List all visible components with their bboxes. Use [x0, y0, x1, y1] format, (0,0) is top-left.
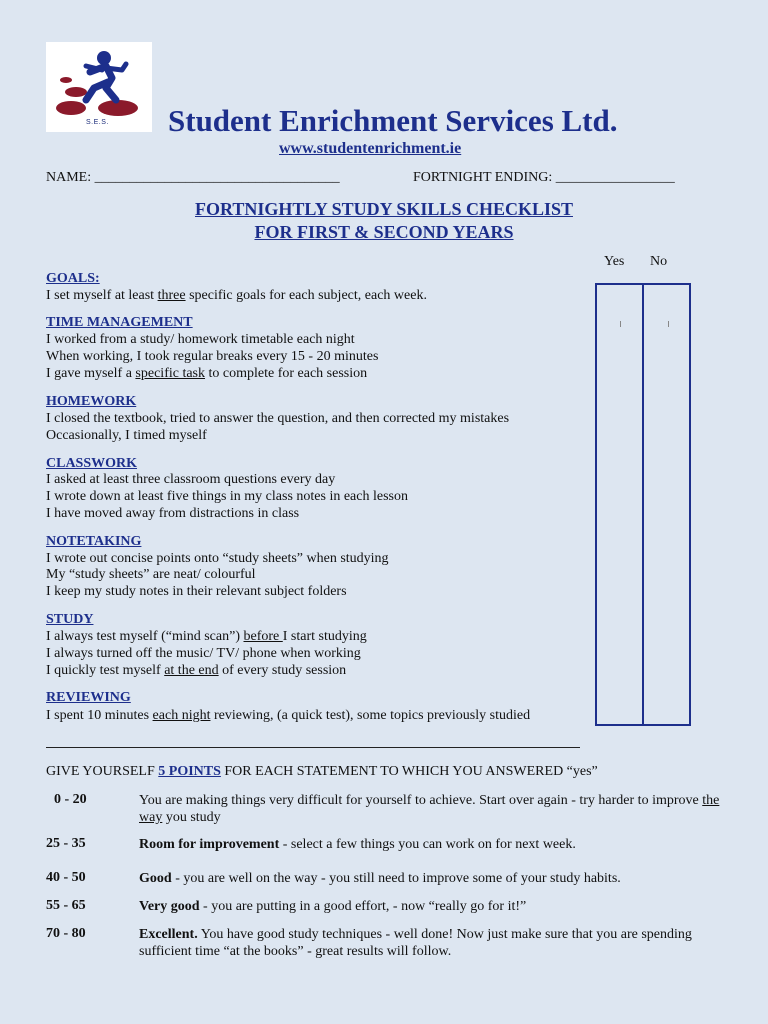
- fortnight-ending-field[interactable]: FORTNIGHT ENDING: _________________: [413, 170, 675, 185]
- section-heading-homework: HOMEWORK: [46, 394, 137, 409]
- section-heading-time-management: TIME MANAGEMENT: [46, 315, 193, 330]
- section-heading-reviewing: REVIEWING: [46, 690, 131, 705]
- checklist-item: I closed the textbook, tried to answer the question, and then corrected my mistakes: [46, 411, 510, 426]
- checklist-item: I always test myself (“mind scan”) before I start studying: [46, 629, 367, 644]
- checklist-item: Occasionally, I timed myself: [46, 428, 207, 443]
- checklist-item: I gave myself a specific task to complete for each session: [46, 366, 368, 381]
- section-heading-study: STUDY: [46, 612, 94, 627]
- logo-caption: S.E.S.: [86, 119, 109, 126]
- checklist-item: I spent 10 minutes each night reviewing, (a quick test), some topics previously studied: [46, 708, 531, 723]
- checklist-item: My “study sheets” are neat/ colourful: [46, 567, 256, 582]
- checklist-item: I always turned off the music/ TV/ phone when working: [46, 646, 361, 661]
- score-range: 40 - 50: [46, 870, 86, 885]
- checklist-item: When working, I took regular breaks every 15 - 20 minutes: [46, 349, 379, 364]
- score-range: 25 - 35: [46, 836, 86, 851]
- score-range: 70 - 80: [46, 926, 86, 941]
- scoring-instructions: GIVE YOURSELF 5 POINTS FOR EACH STATEMENT TO WHICH YOU ANSWERED “yes”: [46, 764, 598, 779]
- checklist-item: I keep my study notes in their relevant subject folders: [46, 584, 347, 599]
- checklist-item: I wrote down at least five things in my class notes in each lesson: [46, 489, 408, 504]
- website-link[interactable]: www.studentenrichment.ie: [279, 140, 462, 157]
- score-range: 0 - 20: [54, 792, 87, 807]
- yes-column-header: Yes: [604, 254, 625, 269]
- checklist-item: I wrote out concise points onto “study sheets” when studying: [46, 551, 389, 566]
- checklist-item: I worked from a study/ homework timetable each night: [46, 332, 355, 347]
- company-name: Student Enrichment Services Ltd.: [168, 103, 618, 138]
- section-heading-goals: GOALS:: [46, 271, 100, 286]
- score-description: Good - you are well on the way - you still need to improve some of your study habits.: [139, 871, 621, 886]
- no-column-header: No: [650, 254, 668, 269]
- section-heading-classwork: CLASSWORK: [46, 456, 138, 471]
- score-description: Very good - you are putting in a good effort, - now “really go for it!”: [139, 899, 527, 914]
- name-field[interactable]: NAME: ___________________________________: [46, 170, 340, 185]
- no-tick-mark: [668, 321, 669, 327]
- score-description: Excellent. You have good study techniques - well done! Now just make sure that you are spending sufficient time “at the books” - great results will follow.: [139, 927, 692, 959]
- checklist-title: FORTNIGHTLY STUDY SKILLS CHECKLIST: [195, 199, 573, 219]
- checklist-item: I asked at least three classroom questions every day: [46, 472, 336, 487]
- checklist-item: I have moved away from distractions in class: [46, 506, 300, 521]
- yes-tick-mark: [620, 321, 621, 327]
- score-description: You are making things very difficult for yourself to achieve. Start over again - try harder to improve the way you study: [139, 793, 720, 825]
- score-description: Room for improvement - select a few things you can work on for next week.: [139, 837, 576, 852]
- score-range: 55 - 65: [46, 898, 86, 913]
- checklist-item: I quickly test myself at the end of every study session: [46, 663, 347, 678]
- section-heading-notetaking: NOTETAKING: [46, 534, 142, 549]
- checklist-subtitle: FOR FIRST & SECOND YEARS: [254, 222, 514, 242]
- grid-divider: [642, 283, 644, 726]
- checklist-item: I set myself at least three specific goals for each subject, each week.: [46, 288, 427, 303]
- divider-line: [46, 747, 580, 748]
